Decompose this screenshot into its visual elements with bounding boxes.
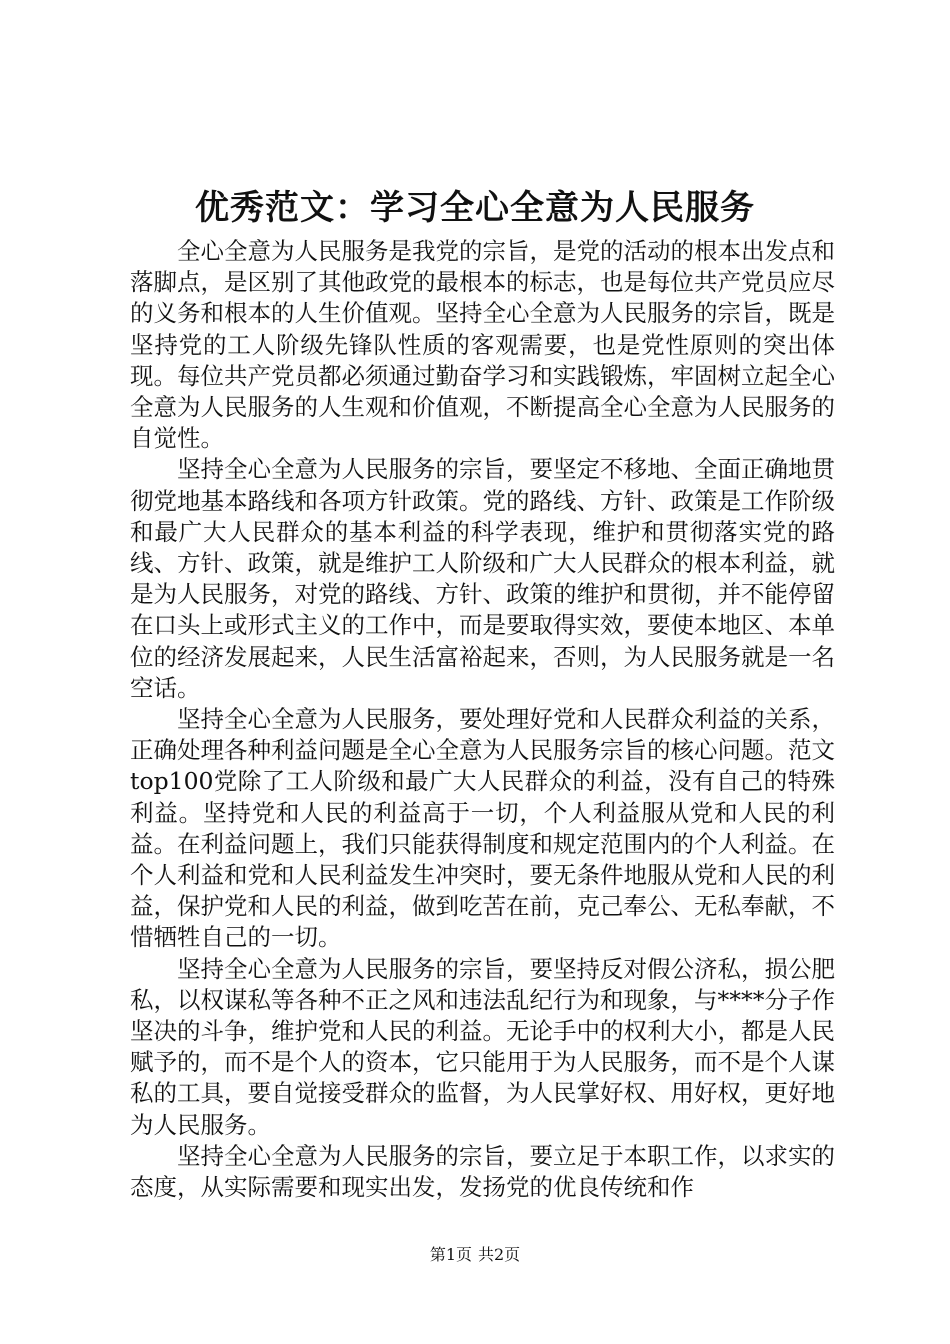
page-footer [0,1244,950,1266]
document-title: 优秀范文：学习全心全意为人民服务 [195,188,755,228]
paragraph-3: 坚持全心全意为人民服务，要处理好党和人民群众利益的关系，正确处理各种利益问题是全心全意为人民服务宗旨的核心问题。范文top100党除了工人阶级和最广大人民群众的利益，没有自己的特殊利益。坚持党和人民的利益高于一切，个人利益服从党和人民的利益。在利益问题上，我们只能获得制度和规定范围内的个人利益。在个人利益和党和人民利益发生冲突时，要无条件地服从党和人民的利益，保护党和人民的利益，做到吃苦在前，克己奉公、无私奉献，不惜牺牲自己的一切。 [130,705,835,952]
page-number-total: 共2页 [478,1245,521,1264]
page-number-current: 第1页 [429,1245,472,1264]
paragraph-4: 坚持全心全意为人民服务的宗旨，要坚持反对假公济私，损公肥私，以权谋私等各种不正之风和违法乱纪行为和现象，与****分子作坚决的斗争，维护党和人民的利益。无论手中的权利大小，都是人民赋予的，而不是个人的资本，它只能用于为人民服务，而不是个人谋私的工具，要自觉接受群众的监督，为人民掌好权、用好权，更好地为人民服务。 [130,954,835,1139]
document-body [130,236,835,1203]
paragraph-1: 全心全意为人民服务是我党的宗旨，是党的活动的根本出发点和落脚点，是区别了其他政党的最根本的标志，也是每位共产党员应尽的义务和根本的人生价值观。坚持全心全意为人民服务的宗旨，既是坚持党的工人阶级先锋队性质的客观需要，也是党性原则的突出体现。每位共产党员都必须通过勤奋学习和实践锻炼，牢固树立起全心全意为人民服务的人生观和价值观，不断提高全心全意为人民服务的自觉性。 [130,237,835,453]
paragraph-2: 坚持全心全意为人民服务的宗旨，要坚定不移地、全面正确地贯彻党地基本路线和各项方针政策。党的路线、方针、政策是工作阶级和最广大人民群众的基本利益的科学表现，维护和贯彻落实党的路线、方针、政策，就是维护工人阶级和广大人民群众的根本利益，就是为人民服务，对党的路线、方针、政策的维护和贯彻，并不能停留在口头上或形式主义的工作中，而是要取得实效，要使本地区、本单位的经济发展起来，人民生活富裕起来，否则，为人民服务就是一名空话。 [130,455,835,702]
paragraph-5: 坚持全心全意为人民服务的宗旨，要立足于本职工作，以求实的态度，从实际需要和现实出发，发扬党的优良传统和作 [130,1141,835,1202]
